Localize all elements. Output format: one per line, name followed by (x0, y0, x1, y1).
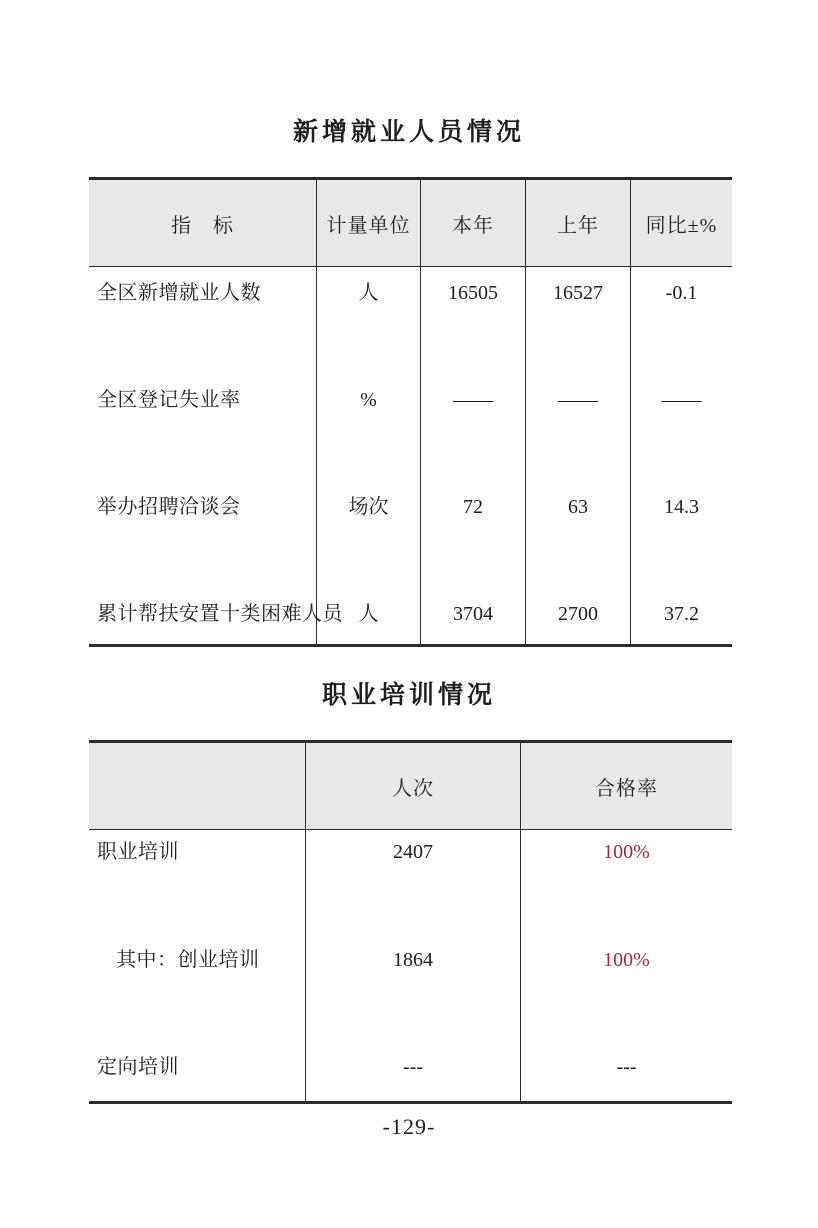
cell-indicator: 举办招聘洽谈会 (97, 496, 241, 518)
cell-pass-rate: 100% (603, 841, 650, 863)
training-table-header-row (89, 743, 732, 830)
employment-table (89, 177, 732, 647)
cell-person-times: --- (403, 1056, 423, 1078)
cell-yoy: —— (661, 389, 702, 411)
cell-this-year: 16505 (448, 282, 498, 304)
cell-unit: 人 (358, 603, 379, 625)
column-person-times (306, 830, 521, 1101)
header-cell-indicator: 指 标 (89, 180, 317, 266)
training-table-body (89, 830, 732, 1101)
page-number: -129- (382, 1114, 436, 1139)
column-last-year (526, 267, 631, 644)
training-table (89, 740, 732, 1104)
employment-table-body (89, 267, 732, 644)
cell-person-times: 2407 (393, 841, 433, 863)
header-cell-blank (89, 743, 306, 829)
employment-table-title: 新增就业人员情况 (292, 119, 525, 146)
cell-last-year: 16527 (553, 282, 603, 304)
cell-last-year: 2700 (558, 603, 598, 625)
cell-yoy: -0.1 (665, 282, 698, 304)
column-indicator (89, 267, 343, 644)
cell-unit: % (360, 389, 377, 411)
column-pass-rate (521, 830, 732, 1101)
column-training-label (89, 830, 306, 1101)
cell-unit: 人 (358, 282, 379, 304)
cell-this-year: 72 (463, 496, 483, 518)
column-yoy (631, 267, 732, 644)
cell-indicator: 累计帮扶安置十类困难人员 (97, 603, 343, 625)
cell-person-times: 1864 (393, 948, 433, 971)
header-cell-yoy: 同比±% (645, 214, 718, 237)
header-cell-this-year: 本年 (421, 180, 526, 266)
column-unit (317, 267, 421, 644)
cell-this-year: —— (453, 389, 493, 411)
header-cell-person-times: 人次 (306, 743, 521, 829)
cell-label: 其中：创业培训 (116, 948, 260, 971)
cell-label: 职业培训 (97, 841, 179, 863)
cell-this-year: 3704 (453, 603, 493, 625)
cell-indicator: 全区新增就业人数 (97, 282, 261, 304)
cell-yoy: 14.3 (664, 496, 699, 518)
header-cell-unit: 计量单位 (317, 180, 421, 266)
cell-pass-rate: --- (616, 1056, 637, 1078)
cell-yoy: 37.2 (664, 603, 699, 625)
cell-pass-rate: 100% (603, 948, 650, 971)
header-cell-pass-rate: 合格率 (595, 777, 658, 800)
column-this-year (421, 267, 526, 644)
cell-label: 定向培训 (97, 1056, 179, 1078)
employment-table-header-row (89, 180, 732, 267)
cell-unit: 场次 (348, 496, 389, 518)
training-table-title: 职业培训情况 (321, 682, 496, 709)
cell-last-year: —— (558, 389, 598, 411)
header-cell-last-year: 上年 (526, 180, 631, 266)
cell-last-year: 63 (568, 496, 588, 518)
cell-indicator: 全区登记失业率 (97, 389, 241, 411)
